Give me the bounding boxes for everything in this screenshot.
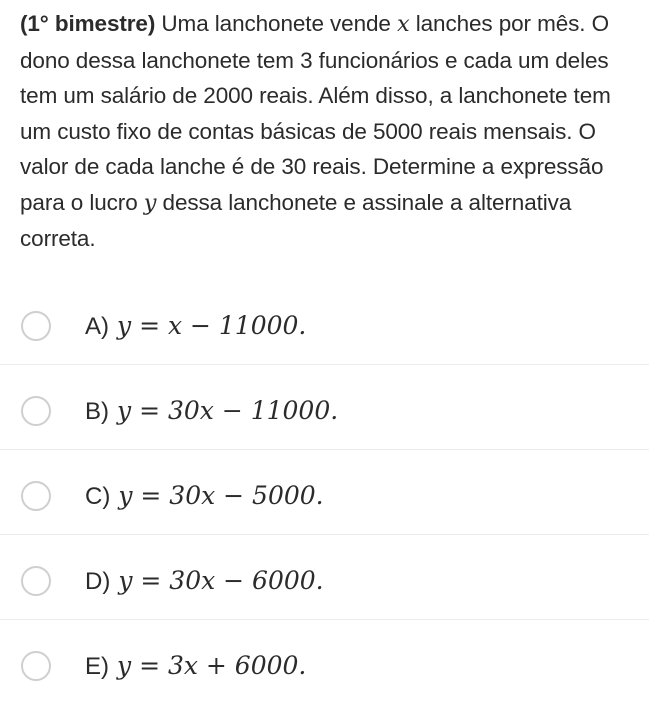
question-text-part1: Uma lanchonete vende xyxy=(155,11,397,36)
answer-options xyxy=(0,280,649,705)
variable-x: x xyxy=(396,11,410,37)
question-text-part3: dessa lanchonete e assinale a alternativa correta. xyxy=(20,189,572,251)
option-letter: E) xyxy=(85,653,109,680)
option-c[interactable] xyxy=(0,450,649,535)
option-e[interactable] xyxy=(0,620,649,705)
option-expression: y = 30x − 6000. xyxy=(118,566,324,595)
question-text-part2: lanches por mês. O dono dessa lanchonete tem 3 funcionários e cada um deles tem um salário de 2000 reais. Além disso, a lanchonete tem um custo fixo de contas básicas de 5000 reais mensais. O valor de cada lanche é de 30 reais. Determine a expressão para o lucro xyxy=(20,11,611,215)
option-d-label xyxy=(85,563,324,600)
option-expression: y = 3x + 6000. xyxy=(117,651,307,680)
option-letter: C) xyxy=(85,483,111,510)
option-d[interactable] xyxy=(0,535,649,620)
variable-y: y xyxy=(143,189,157,216)
option-expression: y = 30x − 11000. xyxy=(117,396,339,425)
option-b-label xyxy=(85,393,338,430)
option-a[interactable] xyxy=(0,280,649,365)
option-c-label xyxy=(85,478,324,515)
question-text xyxy=(20,6,640,257)
radio-button-d[interactable] xyxy=(21,566,51,596)
option-b[interactable] xyxy=(0,365,649,450)
option-e-label xyxy=(85,648,306,685)
radio-button-e[interactable] xyxy=(21,651,51,681)
option-letter: A) xyxy=(85,313,109,340)
option-letter: D) xyxy=(85,568,111,595)
question-tag: (1° bimestre) xyxy=(20,11,156,36)
option-expression: y = x − 11000. xyxy=(117,311,307,340)
option-expression: y = 30x − 5000. xyxy=(118,481,324,510)
option-a-label xyxy=(85,308,306,345)
radio-button-a[interactable] xyxy=(21,311,51,341)
radio-button-b[interactable] xyxy=(21,396,51,426)
option-letter: B) xyxy=(85,398,109,425)
radio-button-c[interactable] xyxy=(21,481,51,511)
